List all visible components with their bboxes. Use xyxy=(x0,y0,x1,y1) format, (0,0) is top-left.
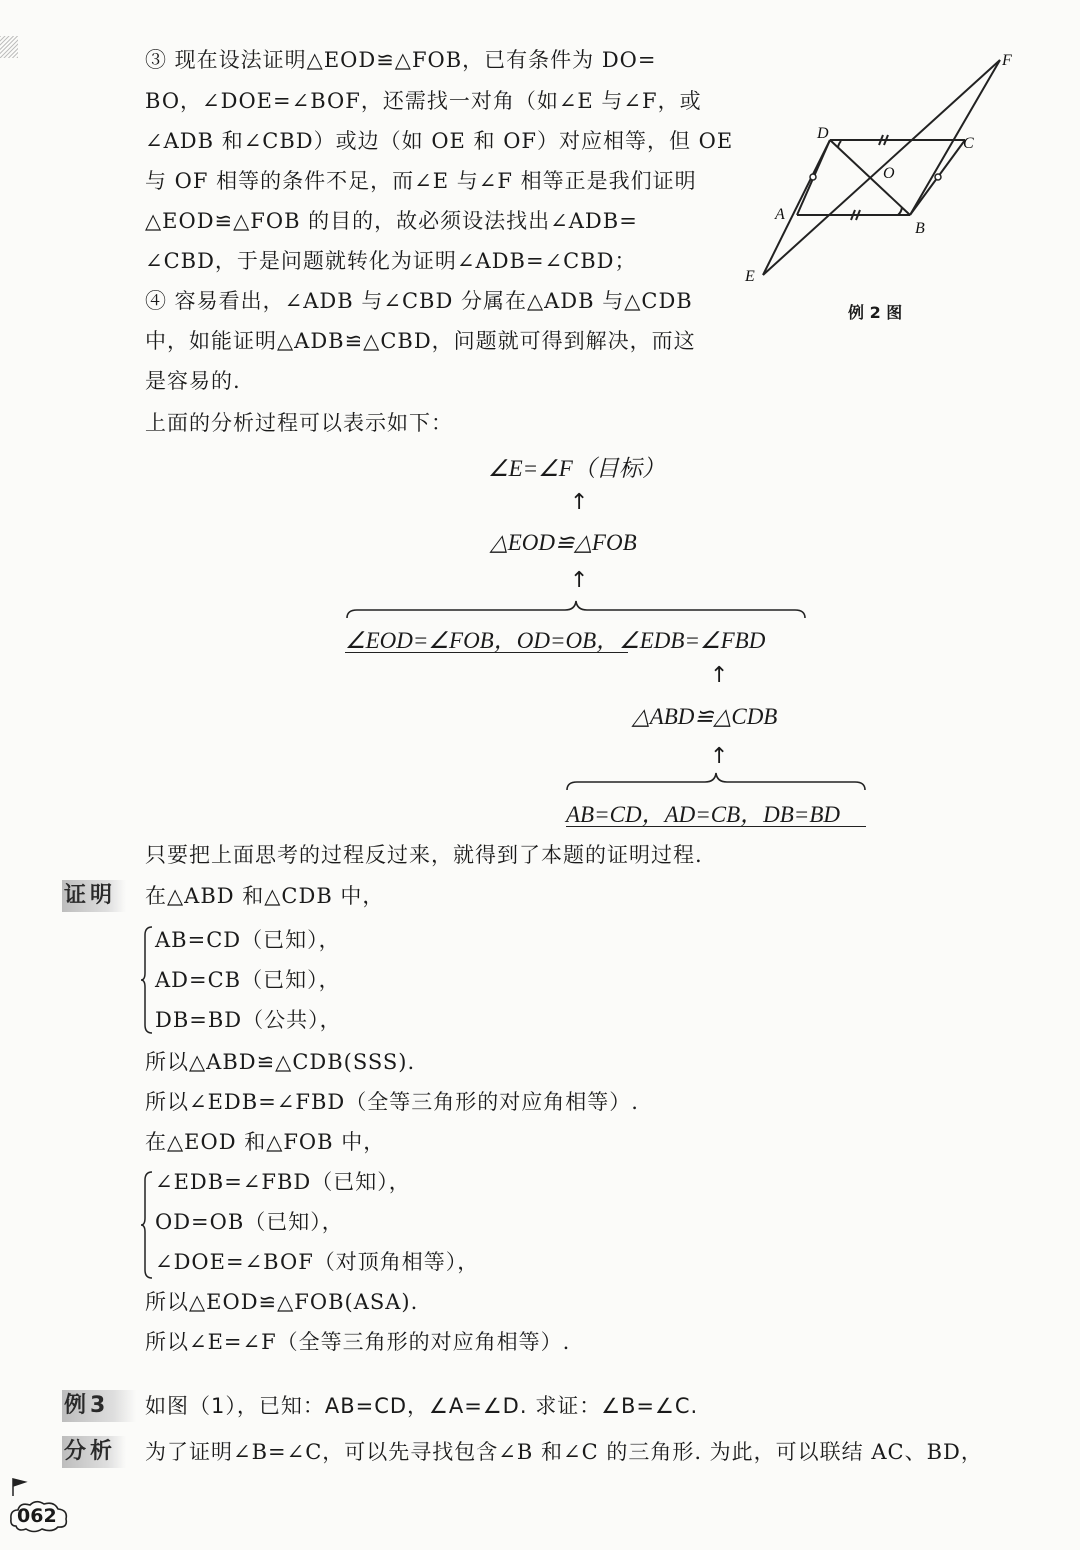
analysis-line-3: ∠ADB 和∠CBD）或边（如 OE 和 OF）对应相等，但 OE xyxy=(145,129,734,153)
chain-step-5: AB=CD，AD=CB，DB=BD xyxy=(566,802,840,827)
chain-arrow-2: ↑ xyxy=(570,568,589,593)
analysis-line-1: ③ 现在设法证明△EOD≌△FOB，已有条件为 DO= xyxy=(145,48,657,72)
point-label-c: C xyxy=(963,135,974,152)
analysis-line-4: 与 OF 相等的条件不足，而∠E 与∠F 相等正是我们证明 xyxy=(145,169,697,193)
proof-label: 证明 xyxy=(62,880,126,912)
proof-line-5: 所以△EOD≌△FOB(ASA). xyxy=(145,1290,419,1314)
figure-caption: 例 2 图 xyxy=(848,303,903,322)
analysis3-label: 分析 xyxy=(62,1436,126,1468)
proof-line-2: 所以△ABD≌△CDB(SSS). xyxy=(145,1050,416,1074)
page-number: 062 xyxy=(17,1505,57,1527)
analysis-line-7: ④ 容易看出，∠ADB 与∠CBD 分属在△ADB 与△CDB xyxy=(145,289,693,313)
chain-step-2: △EOD≌△FOB xyxy=(490,530,637,555)
proof-line-1: 在△ABD 和△CDB 中， xyxy=(145,884,385,908)
corner-mark xyxy=(0,36,18,58)
system1-line-1: AB=CD（已知）， xyxy=(155,928,341,952)
segment-ef xyxy=(763,60,1000,275)
point-label-e: E xyxy=(745,268,755,285)
analysis-line-6: ∠CBD，于是问题就转化为证明∠ADB=∠CBD； xyxy=(145,249,637,273)
system2-line-1: ∠EDB=∠FBD（已知）， xyxy=(155,1170,411,1194)
chain-arrow-1: ↑ xyxy=(570,490,589,515)
chain-step-4: △ABD≌△CDB xyxy=(632,704,778,729)
geometry-figure xyxy=(735,45,1035,295)
underline-step-3 xyxy=(345,652,628,653)
analysis-line-2: BO，∠DOE=∠BOF，还需找一对角（如∠E 与∠F，或 xyxy=(145,89,702,113)
example3-label: 例3 xyxy=(62,1390,136,1422)
point-label-a: A xyxy=(775,206,785,223)
system1-line-2: AD=CB（已知）， xyxy=(155,968,341,992)
segment-bf xyxy=(910,60,1000,215)
system-brace-1 xyxy=(140,925,154,1035)
system1-line-3: DB=BD（公共）， xyxy=(155,1008,342,1032)
analysis3-text: 为了证明∠B=∠C，可以先寻找包含∠B 和∠C 的三角形. 为此，可以联结 AC、BD， xyxy=(145,1440,983,1464)
point-label-f: F xyxy=(1002,52,1012,69)
proof-line-6: 所以∠E=∠F（全等三角形的对应角相等）. xyxy=(145,1330,571,1354)
chain-step-1: ∠E=∠F（目标） xyxy=(488,456,665,481)
brace-bottom xyxy=(565,770,867,794)
example3-text: 如图（1），已知：AB=CD，∠A=∠D. 求证：∠B=∠C. xyxy=(145,1394,699,1418)
underline-step-5 xyxy=(566,826,866,827)
point-label-b: B xyxy=(915,220,925,237)
reverse-note: 只要把上面思考的过程反过来，就得到了本题的证明过程. xyxy=(145,843,703,867)
system2-line-2: OD=OB（已知）， xyxy=(155,1210,344,1234)
proof-line-3: 所以∠EDB=∠FBD（全等三角形的对应角相等）. xyxy=(145,1090,639,1114)
point-label-d: D xyxy=(817,125,829,142)
brace-top xyxy=(345,598,807,622)
point-label-o: O xyxy=(883,165,895,182)
chain-arrow-4: ↑ xyxy=(710,744,729,769)
segment-ed xyxy=(763,140,830,275)
analysis-line-5: △EOD≌△FOB 的目的，故必须设法找出∠ADB= xyxy=(145,209,638,233)
proof-line-4: 在△EOD 和△FOB 中， xyxy=(145,1130,386,1154)
flag-icon xyxy=(10,1476,30,1498)
system-brace-2 xyxy=(140,1170,154,1280)
system2-line-3: ∠DOE=∠BOF（对顶角相等）， xyxy=(155,1250,480,1274)
chain-intro: 上面的分析过程可以表示如下： xyxy=(145,411,453,435)
chain-arrow-3: ↑ xyxy=(710,663,729,688)
chain-step-3: ∠EOD=∠FOB，OD=OB，∠EDB=∠FBD xyxy=(345,628,766,653)
analysis-line-8: 中，如能证明△ADB≌△CBD，问题就可得到解决，而这 xyxy=(145,329,696,353)
analysis-line-9: 是容易的. xyxy=(145,369,241,393)
